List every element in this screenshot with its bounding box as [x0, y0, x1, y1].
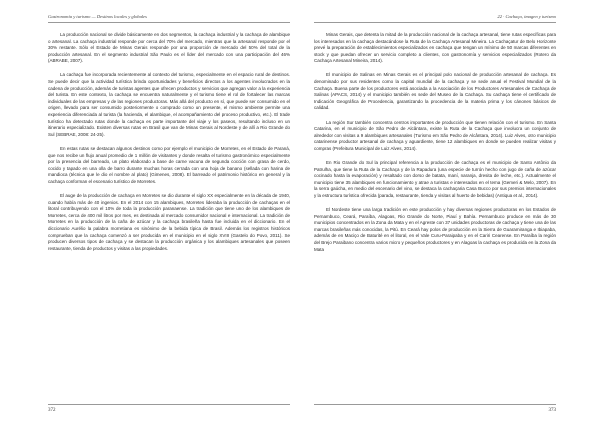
page-number: 372: [48, 408, 56, 413]
paragraph: La producción nacional se divide básicamente en dos segmentos, la cachaça industrial y la cachaça de alambique o artesanal. La cachaça industrial responde por cerca del 70% del mercado, mientras que la artesanal responde por el 30% restante. Sólo el Estado de Minas Gerais responde por una proporción de mercado del 50% del total de la producción artesanal. En el segmento industrial São Paulo es el líder del mercado con una participación del 46% (ABRABE, 2007).: [48, 32, 290, 64]
paragraph: La región Sur también concentra centros importantes de producción que tienen relación con el turismo. En Santa Catarina, en el municipio de São Pedro de Alcântara, existe la Ruta de la Cachaça que involucra un conjunto de alrededor con visitas a 9 alambiques artesanales (Turismo em São Pedro de Alcântara, 2014). Luiz Alves, otro municipio catarinense productor artesanal de cachaça y aguardiente, tiene 12 alambiques en donde se pueden realizar visitas y compras (Prefeitura Municipal de Luiz Alves, 2014).: [314, 119, 556, 151]
running-head: [314, 14, 556, 23]
paragraph: Minas Gerais, que detenta la mitad de la producción nacional de la cachaça artesanal, tiene rutas específicas para los interesados en la cachaça destacándose la Ruta de la Cachaça Artesanal Mineira. La Cachaçatur de Belo Horizonte prevé la preparación de establecimientos especializados en cachaça que tengan un mínimo de 50 marcas diferentes en stock y que puedan ofrecer un servicio completo a clientes, con gastronomía y servicios especializados (Rotero da Cachaça Artesanal Mineira, 2014).: [314, 32, 556, 64]
paragraph: En Rio Grande do Sul la principal referencia a la producción de cachaça es el municipio de Santo Antônio da Patrulha, que tiene la Ruta de la Cachaça y de la Rapadura (una especie de turrón hecho con jugo de caña de azúcar cocinado hasta la evaporación) y resaltado con dorso de batata, maní, naranja, dresita de leche, etc.). Actualmente el municipio tiene 35 alambiques en funcionamiento y atrae a turistas e interesados en el tema (Gemeri & Melo, 2007). En la serra gaúcha, en medio del escenario del vino, se destaca la cachaçaria Casa Bucco por sus premios internacionales y la estructura turística ofrecida (parada, restaurante, tienda y visitas al huerto de bebidas) (Antiqua et al., 2014).: [314, 160, 556, 198]
paragraph: El municipio de Salinas en Minas Gerais es el principal polo nacional de producción artesanal de cachaça. Es denominado por sus residentes como la capital mundial de la cachaça y se sede anual el Festival Mundial de la Cachaça. Buena parte de los productores está asociada a la Asociación de los Productores Artesanales de Cachaça de Salinas (APACS, 2014) y el municipio también es sede del Museo de la Cachaça. Su cachaça tiene el certificado de Indicación Geográfica de Procedencia, garantizando la procedencia de la materia prima y los cánones básicos de calidad.: [314, 72, 556, 111]
paragraph: En estas rutas se destacan algunos destinos como por ejemplo el municipio de Morretes, en el Estado de Paraná, que nos recibe un flujo anual promedio de 1 millón de visitantes y donde resalta el turismo gastronómico especialmente por la presencia del barreado, un plato elaborado a base de carne vacuna de segunda cocción con grasa de cerdo, cocido y tapado en una olla de barro durante muchas horas cerrada con una hoja de banano (sellada con harina de mandioca (técnica que le dio el nombre al plato) (Gimenes, 2008). El barreado el patrimonio histórico en general y la cachaça conforman el escenario turístico de Morretes.: [48, 145, 290, 184]
running-head-title: Gastronomía y turismo — Destinos locales y globales: [48, 14, 147, 19]
page-number: 373: [548, 408, 556, 413]
body-text: [48, 32, 290, 252]
paragraph: La cachaça fue incorporada recientemente al contexto del turismo, especialmente en el espacio rural de destinos. Se puede decir que la actividad turística brinda oportunidades y beneficios directos a los agentes involucrados en la cadena de producción, además de turistas agentes que ofrecen productos y servicios que agregan valor a la experiencia del turista. En este contexto, la cachaça se encuentra naturalmente y el turismo tiene el rol de fortalecer las marcas individuales de las empresas y de las regiones productoras. Más allá del producto en sí, que puede ser consumido en el origen, llevado para ser consumido posteriormente o comprado como un presente, el mismo ambiente permite una experiencia diferenciada al turista (la hacienda, el alambique, el acompañamiento del proceso productivo, etc.). El trade turístico ha detectado rutas donde la cachaça es parte importante del viaje y los paseos, resultando incluso en un itinerario especializado. Existen diversas rutas en Brasil que van de Minas Gerais al Nordeste y de allí a Rio Grande do Sul (SEBRAE, 2008: 24-25).: [48, 72, 290, 137]
paragraph: El Nordeste tiene una larga tradición en este producción y hay diversas regiones productoras en los Estados de Pernambuco, Ceará, Paraíba, Alagoas, Rio Grande do Norte, Piauí y Bahía. Pernambuco produce en más de 30 municipios concentrados en la Zona da Mata y en el Agreste con 37 unidades productoras de cachaça y tiene una de las marcas brasileñas más conocidas, la Pitú. En Ceará hay polos de producción en la Sierra de Guaramiranga e Ibiapaba, además de en Maciço de Baturité en el litoral, en el Vale Curu-Paraipaba y en el Cariri Cearense. En Paraíba la región del Brejo Paraibano concentra varios micro y pequeños productores y en Alagoas la cachaça es producida en la Zona da Mata: [314, 207, 556, 252]
footer-rule: [314, 404, 556, 405]
body-text: [314, 32, 556, 253]
running-head: [48, 14, 290, 23]
paragraph: El auge de la producción de cachaça en Morretes se dio durante el siglo XX especialmente en la década de 1940, cuando había más de 40 ingenios. En el 2014 con 15 alambiques, Morretes lideraba la producción de cachaças en el litoral contribuyendo con el 10% de toda la producción paranaense. La tradición que tiene uno de los alambiques de Morretes, cerca de 400 mil litros por mes, es destinada al mercado consumidor nacional e internacional. La tradición de Morretes en la producción de la caña de azúcar y la cachaça brasileña hasta fue incluida en el diccionario. En el diccionario Aurélio la palabra morretiana es sinónimo de la bebida típica de Brasil. Además los registros históricos comprueban que la cachaça comenzó a ser producida en el municipio en el siglo XVIII (Gastelo do Povo, 2011). Se producen diversos tipos de cachaça y se destacan la producción orgánica y los alambiques artesanales que poseen restaurante, tienda de productos y visitas a las propiedades.: [48, 192, 290, 251]
running-head-chapter: 22 · Cachaça, imagen y turismo: [497, 14, 556, 19]
footer-rule: [48, 404, 290, 405]
right-page: [300, 0, 600, 424]
